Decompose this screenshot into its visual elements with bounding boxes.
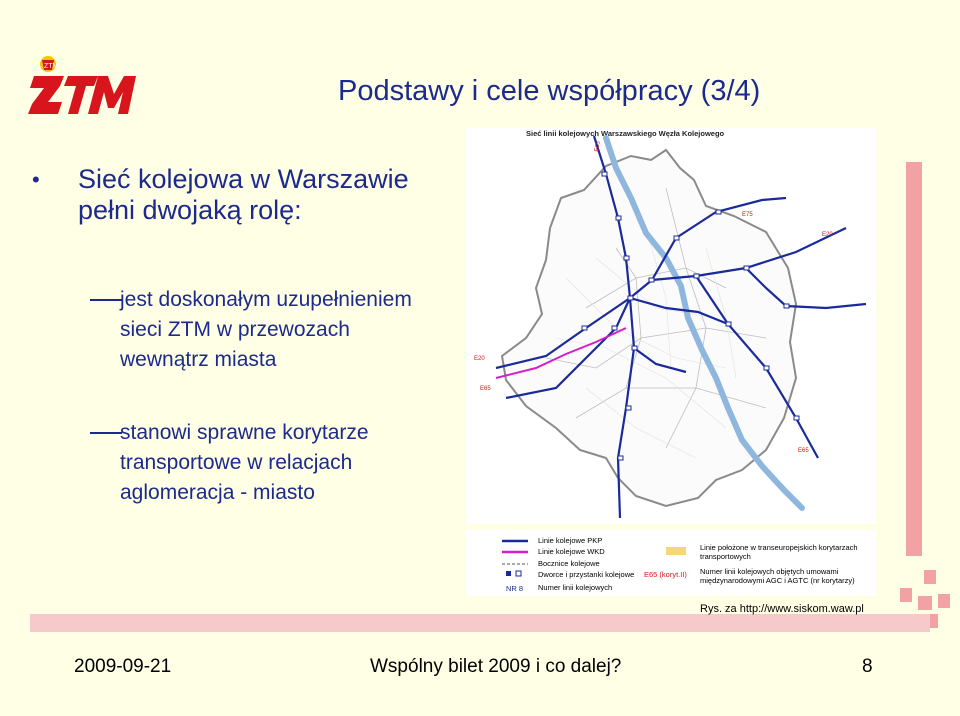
svg-text:E65: E65	[594, 140, 602, 153]
image-source: Rys. za http://www.siskom.waw.pl	[700, 603, 864, 615]
legend-corridor-label: Linie położone w transeuropejskich korytarzach transportowych	[700, 543, 858, 561]
decor-bar	[938, 594, 950, 608]
legend-corridor-swatch	[666, 547, 686, 555]
ztm-logo	[28, 52, 138, 122]
svg-text:E65: E65	[798, 448, 809, 454]
svg-text:E20: E20	[474, 356, 485, 362]
bottom-stripe	[30, 614, 930, 632]
svg-text:E65: E65	[480, 386, 491, 392]
page-number: 8	[862, 656, 873, 677]
legend-agc-label: Numer linii kolejowych objętych umowami międzynarodowymi AGC i AGTC (nr korytarzy)	[700, 567, 855, 585]
dash-marker	[90, 432, 122, 434]
decor-bar	[918, 596, 932, 610]
main-bullet-text: Sieć kolejowa w Warszawie pełni dwojaką rolę:	[78, 164, 409, 225]
railway-map	[466, 128, 876, 524]
svg-text:E20: E20	[822, 232, 833, 238]
sub-bullet-1-text: jest doskonałym uzupełnieniem sieci ZTM w przewozach wewnątrz miasta	[120, 288, 412, 371]
svg-text:E75: E75	[742, 212, 753, 218]
map-title: Sieć linii kolejowych Warszawskiego Węzła Kolejowego	[526, 129, 725, 138]
legend-stations-label: Dworce i przystanki kolejowe	[538, 570, 635, 579]
footer-title: Wspólny bilet 2009 i co dalej?	[370, 656, 622, 677]
footer-date: 2009-09-21	[74, 656, 172, 677]
map-legend	[466, 530, 876, 596]
slide-title: Podstawy i cele współpracy (3/4)	[338, 75, 761, 107]
decor-bar	[900, 588, 912, 602]
legend-station-swatch	[506, 571, 511, 576]
logo-lettering: ZTM	[44, 63, 59, 70]
decor-bar	[906, 162, 922, 556]
legend-agc-sample: E65 (koryt.II)	[644, 570, 687, 579]
legend-line-number-sample: NR 8	[506, 584, 524, 593]
legend-stop-swatch	[516, 571, 521, 576]
bullet-dot: •	[32, 167, 40, 192]
dash-marker	[90, 299, 122, 301]
legend-sidings-label: Bocznice kolejowe	[538, 559, 600, 568]
legend-wkd-label: Linie kolejowe WKD	[538, 547, 605, 556]
sub-bullet-2-text: stanowi sprawne korytarze transportowe w relacjach aglomeracja - miasto	[120, 421, 369, 504]
legend-line-number-label: Numer linii kolejowych	[538, 583, 613, 592]
decor-bar	[924, 570, 936, 584]
legend-pkp-label: Linie kolejowe PKP	[538, 536, 603, 545]
